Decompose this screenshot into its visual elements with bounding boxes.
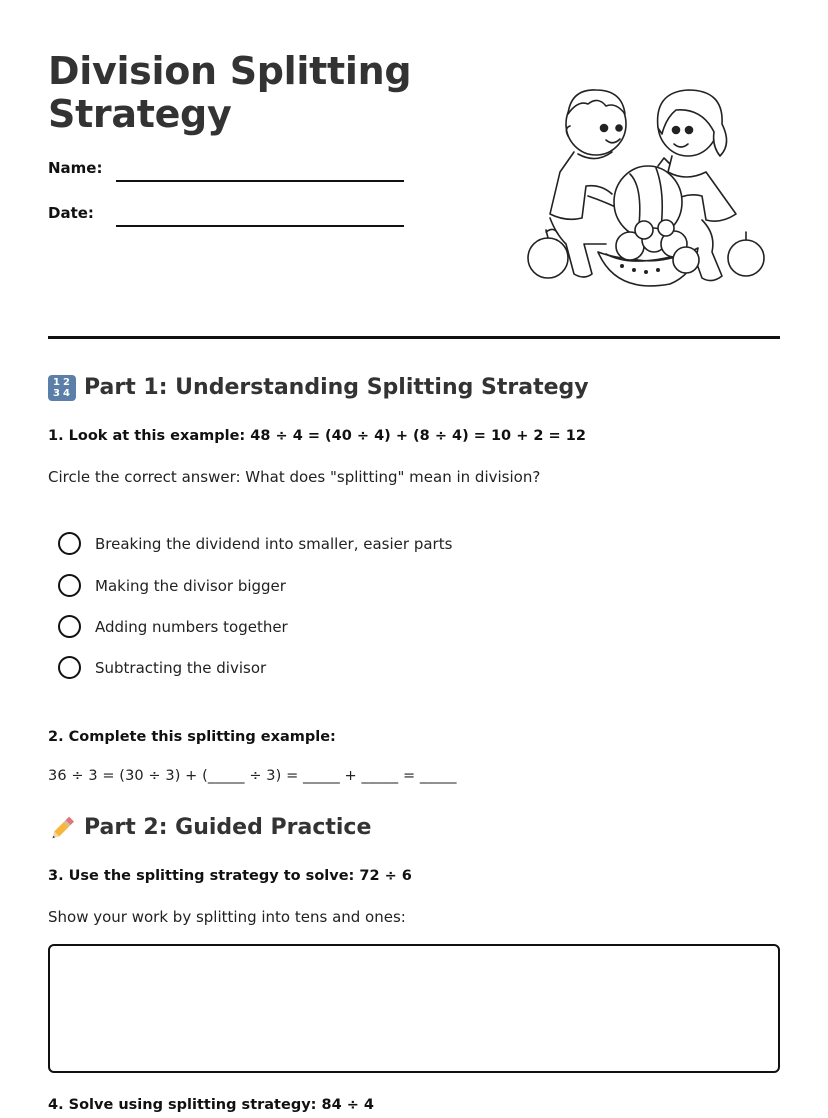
title-line-2: Strategy <box>48 92 232 136</box>
radio-circle[interactable] <box>58 615 81 638</box>
question-2-equation[interactable]: 36 ÷ 3 = (30 ÷ 3) + (_____ ÷ 3) = _____ + _____ = _____ <box>48 768 457 784</box>
children-sharing-fruit-illustration <box>526 84 770 294</box>
question-3-instruction: Show your work by splitting into tens and ones: <box>48 908 406 926</box>
option-3-label: Adding numbers together <box>95 617 288 636</box>
option-4-label: Subtracting the divisor <box>95 658 267 677</box>
radio-circle[interactable] <box>58 532 81 555</box>
1234-keycap-icon: 1 2 3 4 <box>48 375 76 401</box>
option-4[interactable] <box>58 656 266 679</box>
work-answer-box[interactable] <box>48 944 780 1073</box>
radio-circle[interactable] <box>58 574 81 597</box>
section-divider <box>48 336 780 339</box>
question-4-prompt: 4. Solve using splitting strategy: 84 ÷ 4 <box>48 1097 375 1113</box>
question-3-prompt: 3. Use the splitting strategy to solve: 72 ÷ 6 <box>48 868 412 884</box>
part2-heading-text: Part 2: Guided Practice <box>84 815 372 840</box>
title-line-1: Division Splitting <box>48 49 412 93</box>
question-2-prompt: 2. Complete this splitting example: <box>48 729 336 745</box>
date-line[interactable] <box>116 225 404 227</box>
option-1[interactable] <box>58 532 452 555</box>
date-label: Date: <box>48 204 94 222</box>
part1-heading <box>48 374 589 402</box>
pencil-icon <box>48 814 76 842</box>
part2-heading <box>48 814 371 842</box>
option-2[interactable] <box>58 574 286 597</box>
name-line[interactable] <box>116 180 404 182</box>
question-1-instruction: Circle the correct answer: What does "splitting" mean in division? <box>48 468 541 486</box>
option-3[interactable] <box>58 615 288 638</box>
question-1-prompt: 1. Look at this example: 48 ÷ 4 = (40 ÷ 4) + (8 ÷ 4) = 10 + 2 = 12 <box>48 428 586 444</box>
worksheet-title <box>48 50 411 136</box>
radio-circle[interactable] <box>58 656 81 679</box>
option-2-label: Making the divisor bigger <box>95 576 286 595</box>
part1-heading-text: Part 1: Understanding Splitting Strategy <box>84 375 589 400</box>
name-label: Name: <box>48 159 103 177</box>
option-1-label: Breaking the dividend into smaller, easier parts <box>95 534 453 553</box>
